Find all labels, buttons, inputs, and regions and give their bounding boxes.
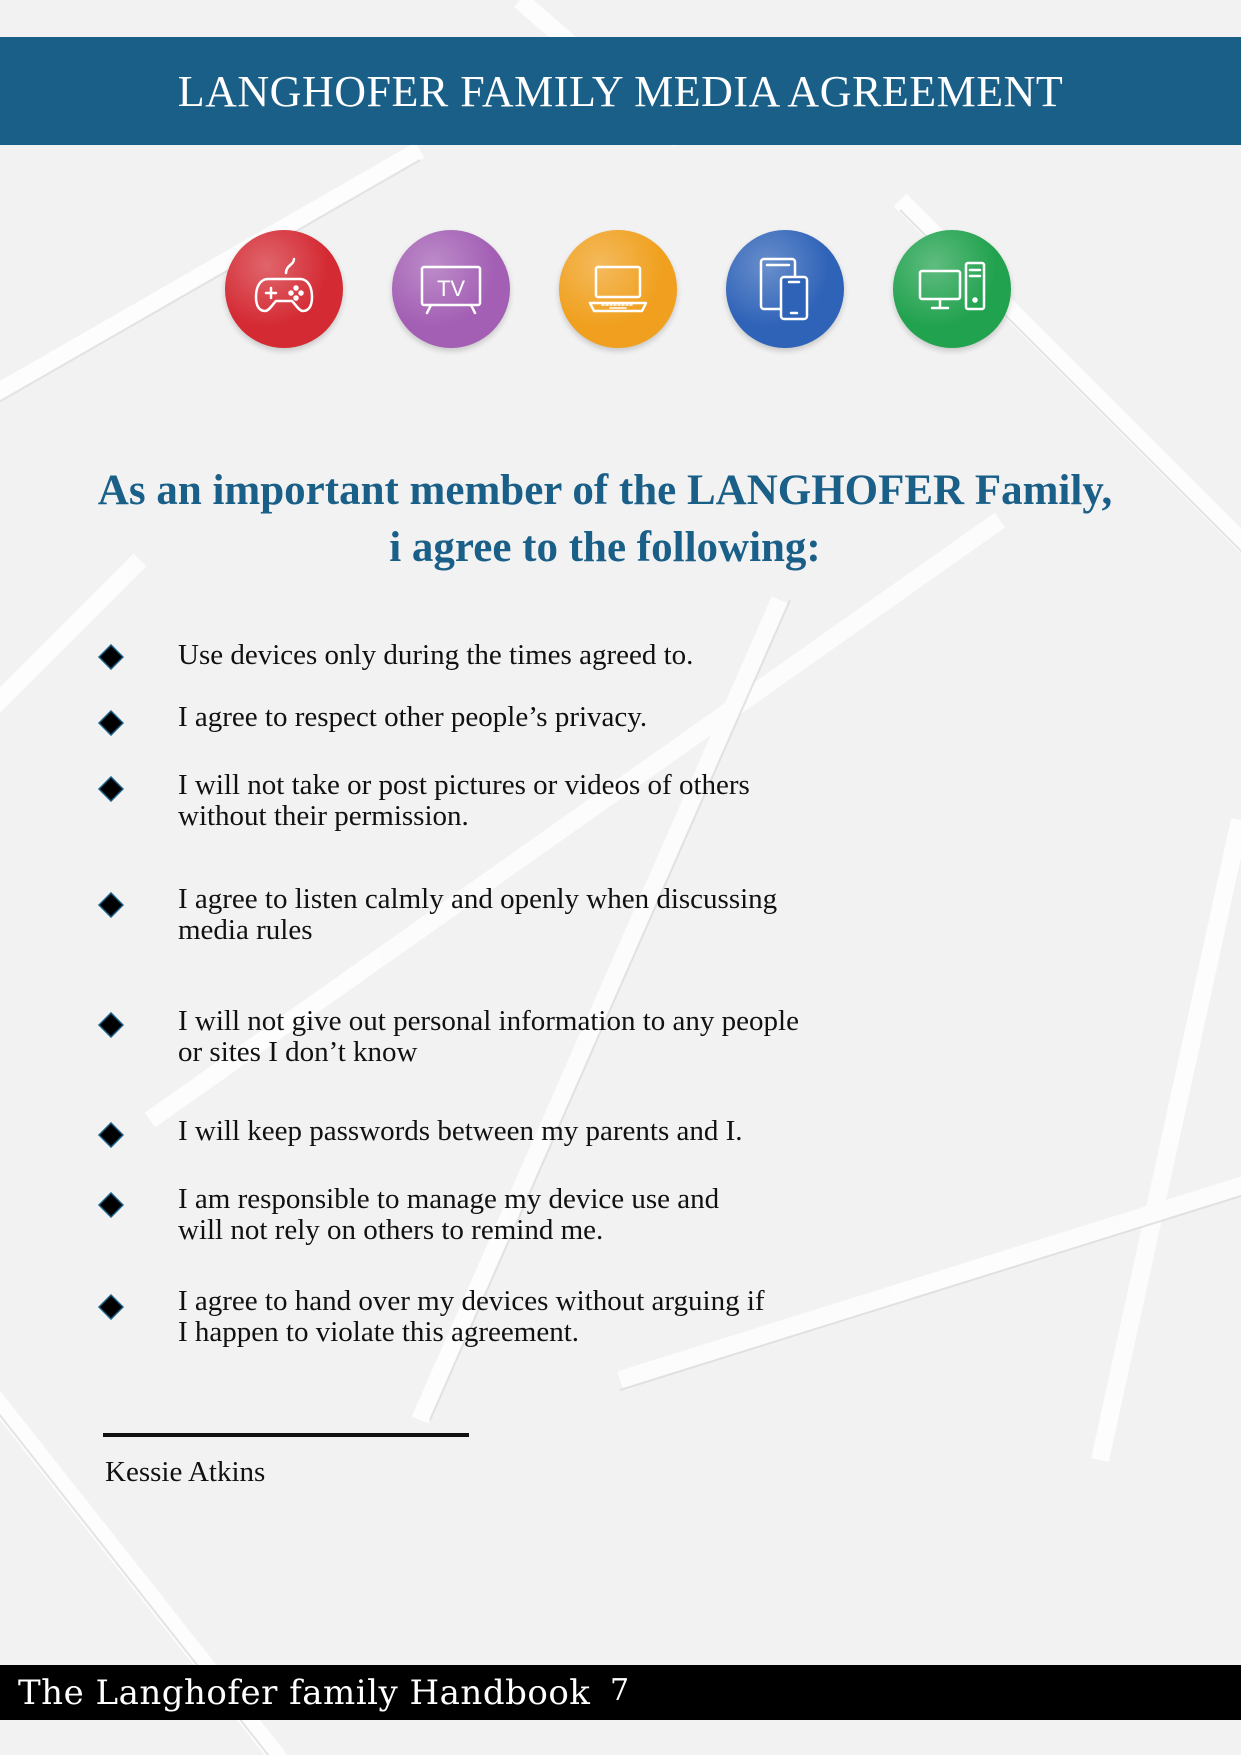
list-item-text-cont: I happen to violate this agreement. <box>178 1316 580 1348</box>
list-item-text: I will keep passwords between my parents and I. <box>178 1115 743 1147</box>
device-icon-row <box>0 230 1241 350</box>
heading-line-1: As an important member of the LANGHOFER Family, <box>97 467 1113 514</box>
page-title: LANGHOFER FAMILY MEDIA AGREEMENT <box>177 66 1064 116</box>
footer-bar <box>0 1665 1241 1720</box>
list-item-text: I agree to hand over my devices without arguing if <box>178 1285 765 1317</box>
heading-line-2: i agree to the following: <box>389 524 821 571</box>
diamond-bullet-icon <box>98 644 124 670</box>
header-banner <box>0 37 1241 145</box>
list-item-text-cont: will not rely on others to remind me. <box>178 1214 604 1246</box>
list-item-text: I will not give out personal information to any people <box>178 1005 799 1037</box>
list-item-text: I agree to respect other people’s privacy. <box>178 701 648 733</box>
list-item-text-cont: without their permission. <box>178 800 469 832</box>
agreement-heading <box>40 462 1170 576</box>
list-item-text-cont: or sites I don’t know <box>178 1036 418 1068</box>
tablet-phone-icon <box>726 230 844 348</box>
diamond-bullet-icon <box>98 892 124 918</box>
list-item-text: I will not take or post pictures or videos of others <box>178 769 750 801</box>
page-number: 7 <box>610 1673 630 1708</box>
list-item-text: I agree to listen calmly and openly when discussing <box>178 883 778 915</box>
diamond-bullet-icon <box>98 776 124 802</box>
desktop-computer-icon <box>893 230 1011 348</box>
footer-title: The Langhofer family Handbook <box>18 1673 591 1713</box>
diamond-bullet-icon <box>98 1192 124 1218</box>
signature-name: Kessie Atkins <box>105 1456 266 1488</box>
diamond-bullet-icon <box>98 1122 124 1148</box>
list-item-text-cont: media rules <box>178 914 313 946</box>
list-item-text: Use devices only during the times agreed to. <box>178 639 694 671</box>
diamond-bullet-icon <box>98 1294 124 1320</box>
tv-icon-label: TV <box>436 276 466 301</box>
tv-icon <box>392 230 510 348</box>
laptop-icon <box>559 230 677 348</box>
diamond-bullet-icon <box>98 1012 124 1038</box>
signature-line <box>103 1433 469 1437</box>
diamond-bullet-icon <box>98 710 124 736</box>
gamepad-icon <box>225 230 343 348</box>
list-item-text: I am responsible to manage my device use and <box>178 1183 720 1215</box>
